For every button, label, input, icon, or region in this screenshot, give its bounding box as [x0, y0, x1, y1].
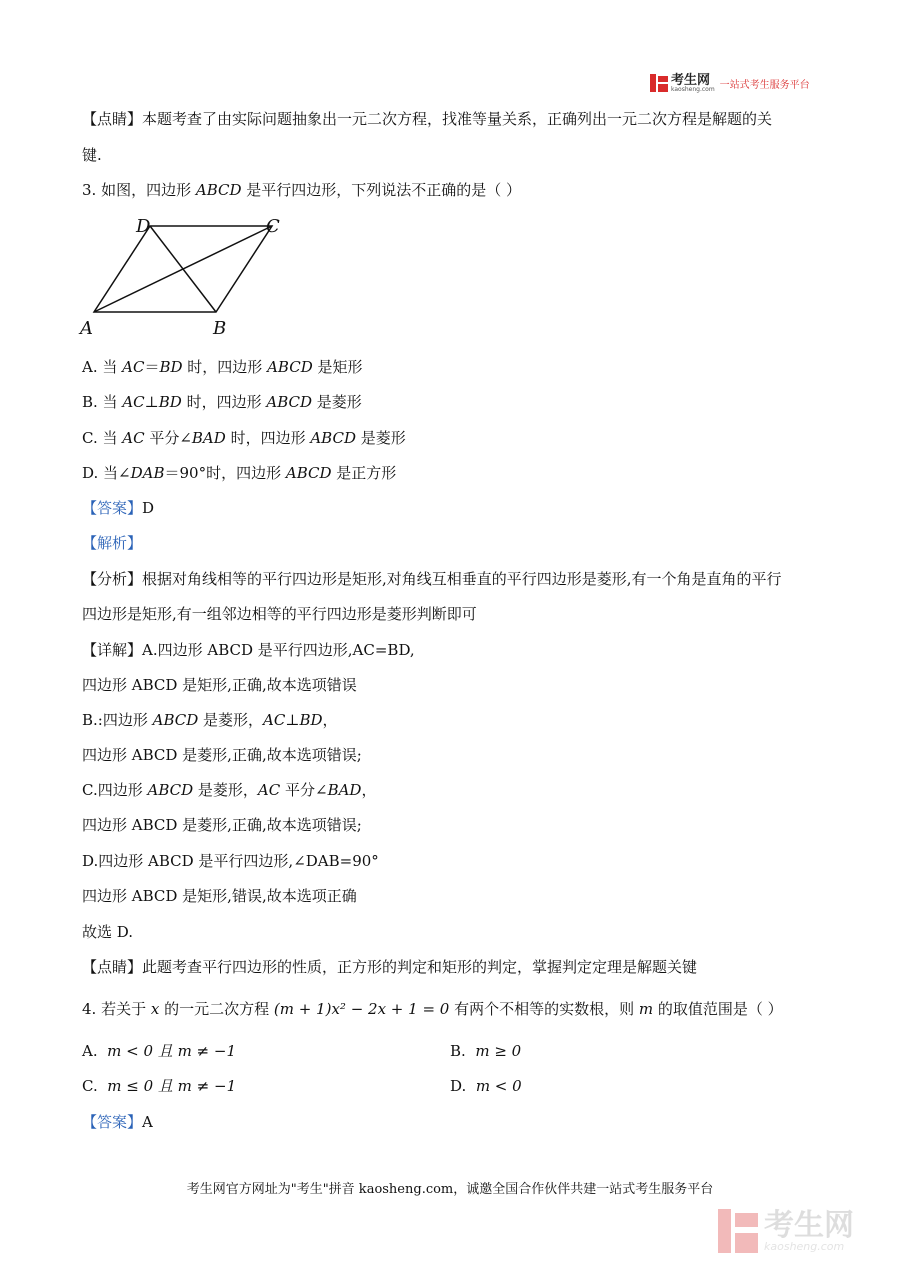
kaosheng-logo-icon — [650, 74, 668, 92]
xiangjie-5: C.四边形 ABCD 是菱形，AC 平分∠BAD， — [82, 781, 377, 799]
label-b: B — [213, 318, 227, 339]
option-3b: B. 当 AC⊥BD 时，四边形 ABCD 是菱形 — [82, 393, 362, 411]
xiangjie-7: D.四边形 ABCD 是平行四边形,∠DAB=90° — [82, 852, 379, 870]
question-3: 3. 如图，四边形 ABCD 是平行四边形，下列说法不正确的是（ ） — [82, 181, 522, 199]
answer-tag: 【答案】 — [82, 499, 143, 517]
logo-en: kaosheng.com — [671, 85, 715, 93]
jiexi-tag: 【解析】 — [82, 534, 143, 552]
fenxi-b: 四边形是矩形,有一组邻边相等的平行四边形是菱形判断即可 — [82, 605, 477, 623]
option-4d: D. m < 0 — [450, 1077, 522, 1095]
answer-tag: 【答案】 — [82, 1113, 143, 1131]
watermark-cn: 考生网 — [764, 1207, 854, 1243]
watermark-logo-icon — [718, 1209, 758, 1253]
xiangjie-3: B.:四边形 ABCD 是菱形，AC⊥BD， — [82, 711, 338, 729]
watermark-logo — [718, 1203, 888, 1259]
logo-cn: 考生网 — [671, 72, 711, 88]
option-4c: C. m ≤ 0 且 m ≠ −1 — [82, 1077, 237, 1095]
label-c: C — [266, 216, 280, 237]
xiangjie-9: 故选 D. — [82, 923, 134, 941]
option-3a: A. 当 AC＝BD 时，四边形 ABCD 是矩形 — [82, 358, 363, 376]
dianjing-1a: 【点睛】本题考查了由实际问题抽象出一元二次方程，找准等量关系，正确列出一元二次方程是解题的关 — [82, 110, 773, 128]
xiangjie-4: 四边形 ABCD 是菱形,正确,故本选项错误; — [82, 746, 362, 764]
parallelogram-figure — [78, 212, 298, 342]
answer-4: 【答案】A — [82, 1113, 153, 1131]
option-4b: B. m ≥ 0 — [450, 1042, 522, 1060]
xiangjie-8: 四边形 ABCD 是矩形,错误,故本选项正确 — [82, 887, 357, 905]
xiangjie-1: 【详解】A.四边形 ABCD 是平行四边形,AC=BD, — [82, 641, 415, 659]
option-3d: D. 当∠DAB＝90°时，四边形 ABCD 是正方形 — [82, 464, 397, 482]
diagonal-bd — [150, 226, 216, 312]
label-a: A — [80, 318, 93, 339]
option-4a: A. m < 0 且 m ≠ −1 — [82, 1042, 237, 1060]
question-4: 4. 若关于 x 的一元二次方程 (m + 1)x² − 2x + 1 = 0 有两个不相等的实数根，则 m 的取值范围是（ ） — [82, 1000, 783, 1018]
label-d: D — [136, 216, 151, 237]
header-logo — [650, 72, 810, 94]
dianjing-1b: 键. — [82, 146, 102, 164]
xiangjie-6: 四边形 ABCD 是菱形,正确,故本选项错误; — [82, 816, 362, 834]
fenxi-a: 【分析】根据对角线相等的平行四边形是矩形,对角线互相垂直的平行四边形是菱形,有一个角是直角的平行 — [82, 570, 782, 588]
xiangjie-2: 四边形 ABCD 是矩形,正确,故本选项错误 — [82, 676, 357, 694]
footer-text: 考生网官方网址为"考生"拼音 kaosheng.com，诚邀全国合作伙伴共建一站式考生服务平台 — [186, 1182, 714, 1197]
dianjing-2: 【点睛】此题考查平行四边形的性质，正方形的判定和矩形的判定，掌握判定定理是解题关键 — [82, 958, 698, 976]
logo-slogan: 一站式考生服务平台 — [719, 79, 810, 91]
option-3c: C. 当 AC 平分∠BAD 时，四边形 ABCD 是菱形 — [82, 429, 406, 447]
watermark-en: kaosheng.com — [764, 1239, 845, 1253]
answer-3: 【答案】D — [82, 499, 155, 517]
